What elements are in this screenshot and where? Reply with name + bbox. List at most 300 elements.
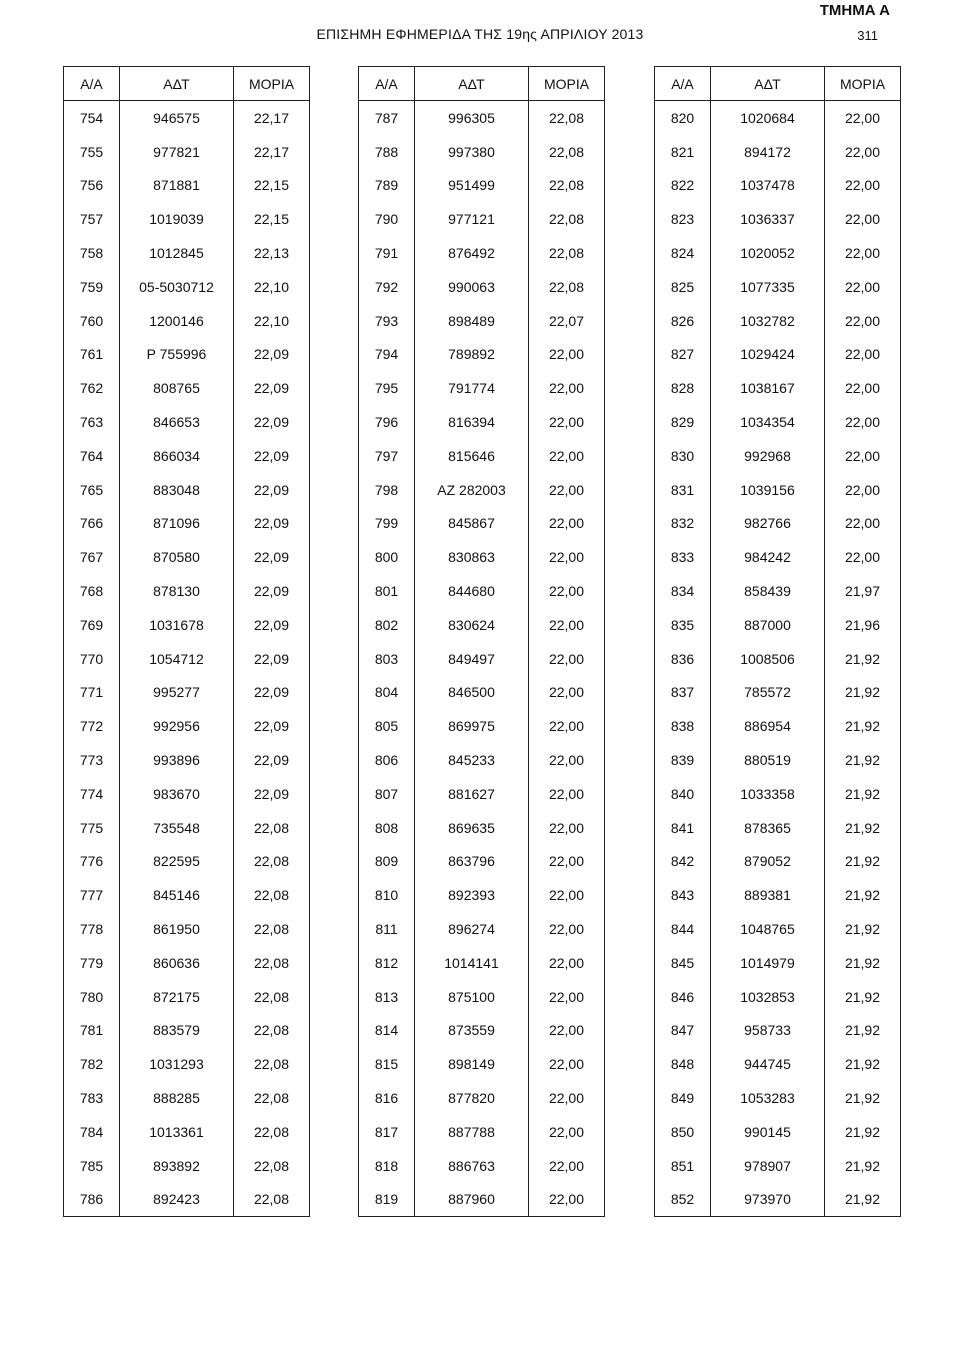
page-number: 311 [857, 28, 878, 43]
cell-points: 22,17 [234, 101, 310, 135]
table-row [359, 507, 605, 541]
cell-points: 22,08 [234, 1183, 310, 1217]
cell-id-number: 878130 [120, 574, 234, 608]
cell-serial-number: 848 [655, 1047, 711, 1081]
cell-id-number: 990063 [415, 270, 529, 304]
cell-id-number: 1034354 [711, 405, 825, 439]
cell-points: 21,92 [825, 1014, 901, 1048]
cell-serial-number: 798 [359, 473, 415, 507]
cell-points: 21,97 [825, 574, 901, 608]
cell-serial-number: 792 [359, 270, 415, 304]
cell-points: 22,00 [529, 608, 605, 642]
table-row [359, 101, 605, 135]
table-row [64, 1081, 310, 1115]
cell-points: 22,08 [234, 1115, 310, 1149]
cell-points: 22,00 [825, 405, 901, 439]
table-row [359, 1149, 605, 1183]
cell-id-number: 815646 [415, 439, 529, 473]
cell-points: 22,00 [529, 473, 605, 507]
cell-points: 22,09 [234, 405, 310, 439]
table-row [64, 1149, 310, 1183]
cell-id-number: 1038167 [711, 371, 825, 405]
cell-id-number: 982766 [711, 507, 825, 541]
cell-id-number: 889381 [711, 878, 825, 912]
cell-id-number: 822595 [120, 845, 234, 879]
cell-id-number: 1054712 [120, 642, 234, 676]
cell-serial-number: 816 [359, 1081, 415, 1115]
cell-points: 22,00 [825, 338, 901, 372]
table-row [655, 642, 901, 676]
table-row [64, 1115, 310, 1149]
cell-serial-number: 755 [64, 135, 120, 169]
table-row [655, 338, 901, 372]
cell-id-number: 846653 [120, 405, 234, 439]
cell-id-number: 1013361 [120, 1115, 234, 1149]
cell-serial-number: 784 [64, 1115, 120, 1149]
cell-id-number: 993896 [120, 743, 234, 777]
table-row [359, 540, 605, 574]
cell-points: 22,09 [234, 777, 310, 811]
cell-serial-number: 844 [655, 912, 711, 946]
cell-serial-number: 825 [655, 270, 711, 304]
cell-id-number: 858439 [711, 574, 825, 608]
cell-serial-number: 795 [359, 371, 415, 405]
cell-id-number: 1039156 [711, 473, 825, 507]
cell-points: 22,00 [529, 371, 605, 405]
cell-id-number: 886763 [415, 1149, 529, 1183]
cell-serial-number: 797 [359, 439, 415, 473]
cell-id-number: 808765 [120, 371, 234, 405]
table-row [359, 473, 605, 507]
cell-points: 21,92 [825, 642, 901, 676]
cell-points: 21,92 [825, 980, 901, 1014]
cell-points: 21,92 [825, 1183, 901, 1217]
table-row [359, 439, 605, 473]
cell-id-number: 984242 [711, 540, 825, 574]
cell-serial-number: 793 [359, 304, 415, 338]
cell-id-number: 791774 [415, 371, 529, 405]
cell-serial-number: 833 [655, 540, 711, 574]
table-row [64, 338, 310, 372]
gazette-title: ΕΠΙΣΗΜΗ ΕΦΗΜΕΡΙΔΑ ΤΗΣ 19ης ΑΠΡΙΛΙΟΥ 2013 [316, 26, 644, 42]
cell-serial-number: 849 [655, 1081, 711, 1115]
cell-points: 22,00 [825, 236, 901, 270]
cell-points: 22,00 [825, 135, 901, 169]
cell-points: 21,96 [825, 608, 901, 642]
table-row [655, 169, 901, 203]
table-row [64, 946, 310, 980]
table-row [64, 236, 310, 270]
cell-serial-number: 794 [359, 338, 415, 372]
cell-points: 22,09 [234, 371, 310, 405]
table-row [359, 676, 605, 710]
cell-serial-number: 831 [655, 473, 711, 507]
cell-points: 22,00 [825, 169, 901, 203]
table-row [64, 878, 310, 912]
cell-points: 21,92 [825, 1149, 901, 1183]
cell-serial-number: 763 [64, 405, 120, 439]
cell-id-number: 861950 [120, 912, 234, 946]
table-row [359, 1047, 605, 1081]
cell-points: 22,08 [529, 101, 605, 135]
cell-id-number: 893892 [120, 1149, 234, 1183]
cell-points: 22,09 [234, 540, 310, 574]
cell-id-number: 977121 [415, 202, 529, 236]
cell-id-number: 869975 [415, 709, 529, 743]
table-row [359, 1115, 605, 1149]
column-header-moria: ΜΟΡΙΑ [234, 67, 310, 101]
cell-serial-number: 846 [655, 980, 711, 1014]
cell-id-number: 1031678 [120, 608, 234, 642]
cell-id-number: 1032782 [711, 304, 825, 338]
table-row [64, 507, 310, 541]
cell-serial-number: 808 [359, 811, 415, 845]
table-row [64, 845, 310, 879]
table-row [359, 946, 605, 980]
cell-serial-number: 827 [655, 338, 711, 372]
cell-points: 22,00 [529, 1115, 605, 1149]
cell-id-number: 860636 [120, 946, 234, 980]
table-row [359, 878, 605, 912]
table-row [359, 1183, 605, 1217]
table-row [64, 676, 310, 710]
table-row [64, 709, 310, 743]
cell-id-number: 789892 [415, 338, 529, 372]
table-row [64, 811, 310, 845]
cell-points: 22,09 [234, 473, 310, 507]
cell-points: 22,00 [825, 304, 901, 338]
cell-id-number: Ρ 755996 [120, 338, 234, 372]
table-row [64, 304, 310, 338]
cell-points: 22,10 [234, 304, 310, 338]
table-row [655, 236, 901, 270]
cell-id-number: 898149 [415, 1047, 529, 1081]
cell-serial-number: 829 [655, 405, 711, 439]
cell-points: 21,92 [825, 1081, 901, 1115]
cell-id-number: 892423 [120, 1183, 234, 1217]
table-row [655, 946, 901, 980]
ranking-table-2 [358, 66, 605, 1217]
cell-serial-number: 765 [64, 473, 120, 507]
cell-serial-number: 824 [655, 236, 711, 270]
cell-serial-number: 786 [64, 1183, 120, 1217]
table-row [655, 439, 901, 473]
table-row [359, 338, 605, 372]
cell-serial-number: 767 [64, 540, 120, 574]
table-row [359, 236, 605, 270]
cell-points: 22,00 [529, 1014, 605, 1048]
table-row [359, 574, 605, 608]
cell-id-number: 1029424 [711, 338, 825, 372]
table-row [359, 169, 605, 203]
cell-id-number: 845146 [120, 878, 234, 912]
cell-id-number: 1077335 [711, 270, 825, 304]
cell-points: 22,00 [529, 540, 605, 574]
cell-serial-number: 771 [64, 676, 120, 710]
cell-id-number: 830624 [415, 608, 529, 642]
cell-id-number: 870580 [120, 540, 234, 574]
cell-id-number: 1031293 [120, 1047, 234, 1081]
cell-points: 22,08 [234, 1014, 310, 1048]
cell-id-number: 877820 [415, 1081, 529, 1115]
cell-serial-number: 766 [64, 507, 120, 541]
cell-serial-number: 774 [64, 777, 120, 811]
table-row [655, 608, 901, 642]
cell-serial-number: 759 [64, 270, 120, 304]
cell-id-number: 1014979 [711, 946, 825, 980]
cell-serial-number: 775 [64, 811, 120, 845]
cell-id-number: 878365 [711, 811, 825, 845]
cell-id-number: 1048765 [711, 912, 825, 946]
cell-serial-number: 777 [64, 878, 120, 912]
cell-serial-number: 840 [655, 777, 711, 811]
cell-serial-number: 841 [655, 811, 711, 845]
cell-points: 22,00 [529, 1047, 605, 1081]
ranking-table-3 [654, 66, 901, 1217]
cell-points: 21,92 [825, 743, 901, 777]
cell-id-number: 1012845 [120, 236, 234, 270]
cell-points: 22,08 [529, 270, 605, 304]
table-row [64, 540, 310, 574]
table-row [655, 473, 901, 507]
table-row [359, 642, 605, 676]
cell-id-number: 869635 [415, 811, 529, 845]
cell-serial-number: 802 [359, 608, 415, 642]
cell-id-number: 996305 [415, 101, 529, 135]
cell-id-number: 830863 [415, 540, 529, 574]
cell-serial-number: 778 [64, 912, 120, 946]
table-row [359, 608, 605, 642]
cell-points: 22,00 [529, 845, 605, 879]
cell-serial-number: 811 [359, 912, 415, 946]
cell-id-number: 876492 [415, 236, 529, 270]
cell-points: 22,09 [234, 574, 310, 608]
table-row [655, 1014, 901, 1048]
cell-serial-number: 822 [655, 169, 711, 203]
cell-points: 22,15 [234, 169, 310, 203]
cell-id-number: 1014141 [415, 946, 529, 980]
cell-serial-number: 820 [655, 101, 711, 135]
cell-points: 22,00 [529, 912, 605, 946]
cell-serial-number: 756 [64, 169, 120, 203]
cell-serial-number: 768 [64, 574, 120, 608]
cell-points: 22,00 [529, 574, 605, 608]
column-header-moria: ΜΟΡΙΑ [825, 67, 901, 101]
cell-points: 22,00 [529, 338, 605, 372]
cell-points: 22,00 [529, 507, 605, 541]
cell-points: 22,00 [529, 811, 605, 845]
cell-id-number: 879052 [711, 845, 825, 879]
cell-serial-number: 812 [359, 946, 415, 980]
cell-id-number: 997380 [415, 135, 529, 169]
cell-points: 22,08 [234, 845, 310, 879]
table-row [359, 1014, 605, 1048]
cell-points: 22,00 [529, 1149, 605, 1183]
table-row [64, 169, 310, 203]
cell-id-number: 983670 [120, 777, 234, 811]
table-row [359, 709, 605, 743]
cell-id-number: 873559 [415, 1014, 529, 1048]
cell-points: 22,00 [529, 405, 605, 439]
cell-serial-number: 770 [64, 642, 120, 676]
cell-id-number: 990145 [711, 1115, 825, 1149]
cell-points: 22,00 [529, 743, 605, 777]
cell-serial-number: 814 [359, 1014, 415, 1048]
cell-serial-number: 815 [359, 1047, 415, 1081]
cell-serial-number: 852 [655, 1183, 711, 1217]
cell-points: 22,00 [529, 1081, 605, 1115]
cell-points: 22,08 [234, 946, 310, 980]
table-row [359, 743, 605, 777]
cell-serial-number: 799 [359, 507, 415, 541]
table-row [655, 709, 901, 743]
cell-points: 22,00 [529, 777, 605, 811]
cell-points: 22,00 [529, 980, 605, 1014]
table-row [655, 405, 901, 439]
cell-serial-number: 805 [359, 709, 415, 743]
cell-serial-number: 821 [655, 135, 711, 169]
table-row [655, 202, 901, 236]
cell-points: 22,08 [529, 135, 605, 169]
table-row [655, 980, 901, 1014]
cell-points: 22,09 [234, 338, 310, 372]
table-row [64, 270, 310, 304]
cell-serial-number: 807 [359, 777, 415, 811]
cell-serial-number: 828 [655, 371, 711, 405]
cell-id-number: 872175 [120, 980, 234, 1014]
cell-id-number: 951499 [415, 169, 529, 203]
cell-points: 22,09 [234, 439, 310, 473]
cell-id-number: 898489 [415, 304, 529, 338]
cell-serial-number: 791 [359, 236, 415, 270]
cell-id-number: 977821 [120, 135, 234, 169]
cell-points: 22,00 [529, 878, 605, 912]
table-row [64, 473, 310, 507]
cell-id-number: 845233 [415, 743, 529, 777]
cell-points: 22,08 [234, 912, 310, 946]
table-row [64, 608, 310, 642]
cell-id-number: 978907 [711, 1149, 825, 1183]
cell-serial-number: 764 [64, 439, 120, 473]
cell-serial-number: 830 [655, 439, 711, 473]
cell-id-number: 1020684 [711, 101, 825, 135]
cell-id-number: 05-5030712 [120, 270, 234, 304]
cell-points: 22,08 [234, 811, 310, 845]
table-row [655, 845, 901, 879]
cell-serial-number: 780 [64, 980, 120, 1014]
cell-points: 21,92 [825, 845, 901, 879]
table-row [64, 101, 310, 135]
cell-id-number: 863796 [415, 845, 529, 879]
ranking-table-1 [63, 66, 310, 1217]
column-header-adt: ΑΔΤ [711, 67, 825, 101]
cell-id-number: 894172 [711, 135, 825, 169]
cell-id-number: 946575 [120, 101, 234, 135]
cell-points: 21,92 [825, 811, 901, 845]
table-row [655, 1047, 901, 1081]
cell-points: 22,13 [234, 236, 310, 270]
cell-id-number: 785572 [711, 676, 825, 710]
cell-id-number: 1037478 [711, 169, 825, 203]
table-row [655, 743, 901, 777]
cell-id-number: 1019039 [120, 202, 234, 236]
cell-points: 22,00 [529, 439, 605, 473]
cell-serial-number: 760 [64, 304, 120, 338]
table-row [64, 912, 310, 946]
table-row [359, 811, 605, 845]
table-row [655, 507, 901, 541]
table-row [359, 777, 605, 811]
column-header-adt: ΑΔΤ [415, 67, 529, 101]
cell-serial-number: 810 [359, 878, 415, 912]
cell-serial-number: 800 [359, 540, 415, 574]
cell-points: 22,08 [529, 236, 605, 270]
cell-points: 22,08 [234, 1149, 310, 1183]
cell-serial-number: 806 [359, 743, 415, 777]
cell-id-number: 944745 [711, 1047, 825, 1081]
cell-points: 21,92 [825, 709, 901, 743]
table-row [655, 676, 901, 710]
cell-points: 21,92 [825, 1115, 901, 1149]
cell-points: 22,10 [234, 270, 310, 304]
cell-serial-number: 823 [655, 202, 711, 236]
cell-points: 22,09 [234, 709, 310, 743]
table-row [655, 135, 901, 169]
table-row [655, 777, 901, 811]
cell-points: 22,00 [529, 1183, 605, 1217]
cell-serial-number: 758 [64, 236, 120, 270]
cell-points: 22,00 [529, 642, 605, 676]
cell-id-number: 992968 [711, 439, 825, 473]
cell-points: 22,00 [529, 676, 605, 710]
cell-serial-number: 773 [64, 743, 120, 777]
cell-points: 22,17 [234, 135, 310, 169]
cell-points: 22,00 [825, 371, 901, 405]
cell-id-number: 1053283 [711, 1081, 825, 1115]
cell-points: 22,00 [825, 473, 901, 507]
cell-id-number: 880519 [711, 743, 825, 777]
table-row [655, 304, 901, 338]
table-row [655, 1115, 901, 1149]
table-row [359, 845, 605, 879]
table-row [655, 101, 901, 135]
cell-id-number: 896274 [415, 912, 529, 946]
cell-id-number: 816394 [415, 405, 529, 439]
column-header-adt: ΑΔΤ [120, 67, 234, 101]
cell-id-number: 1020052 [711, 236, 825, 270]
cell-id-number: 846500 [415, 676, 529, 710]
cell-points: 21,92 [825, 878, 901, 912]
cell-serial-number: 788 [359, 135, 415, 169]
cell-id-number: 883048 [120, 473, 234, 507]
cell-id-number: 844680 [415, 574, 529, 608]
cell-id-number: 1200146 [120, 304, 234, 338]
cell-points: 22,00 [529, 709, 605, 743]
cell-points: 22,09 [234, 676, 310, 710]
cell-points: 22,08 [234, 1047, 310, 1081]
table-row [655, 574, 901, 608]
cell-points: 22,00 [825, 202, 901, 236]
cell-serial-number: 837 [655, 676, 711, 710]
cell-id-number: 887788 [415, 1115, 529, 1149]
cell-id-number: 881627 [415, 777, 529, 811]
cell-points: 21,92 [825, 912, 901, 946]
table-row [655, 1183, 901, 1217]
cell-serial-number: 851 [655, 1149, 711, 1183]
cell-points: 22,15 [234, 202, 310, 236]
cell-id-number: 995277 [120, 676, 234, 710]
cell-id-number: ΑΖ 282003 [415, 473, 529, 507]
